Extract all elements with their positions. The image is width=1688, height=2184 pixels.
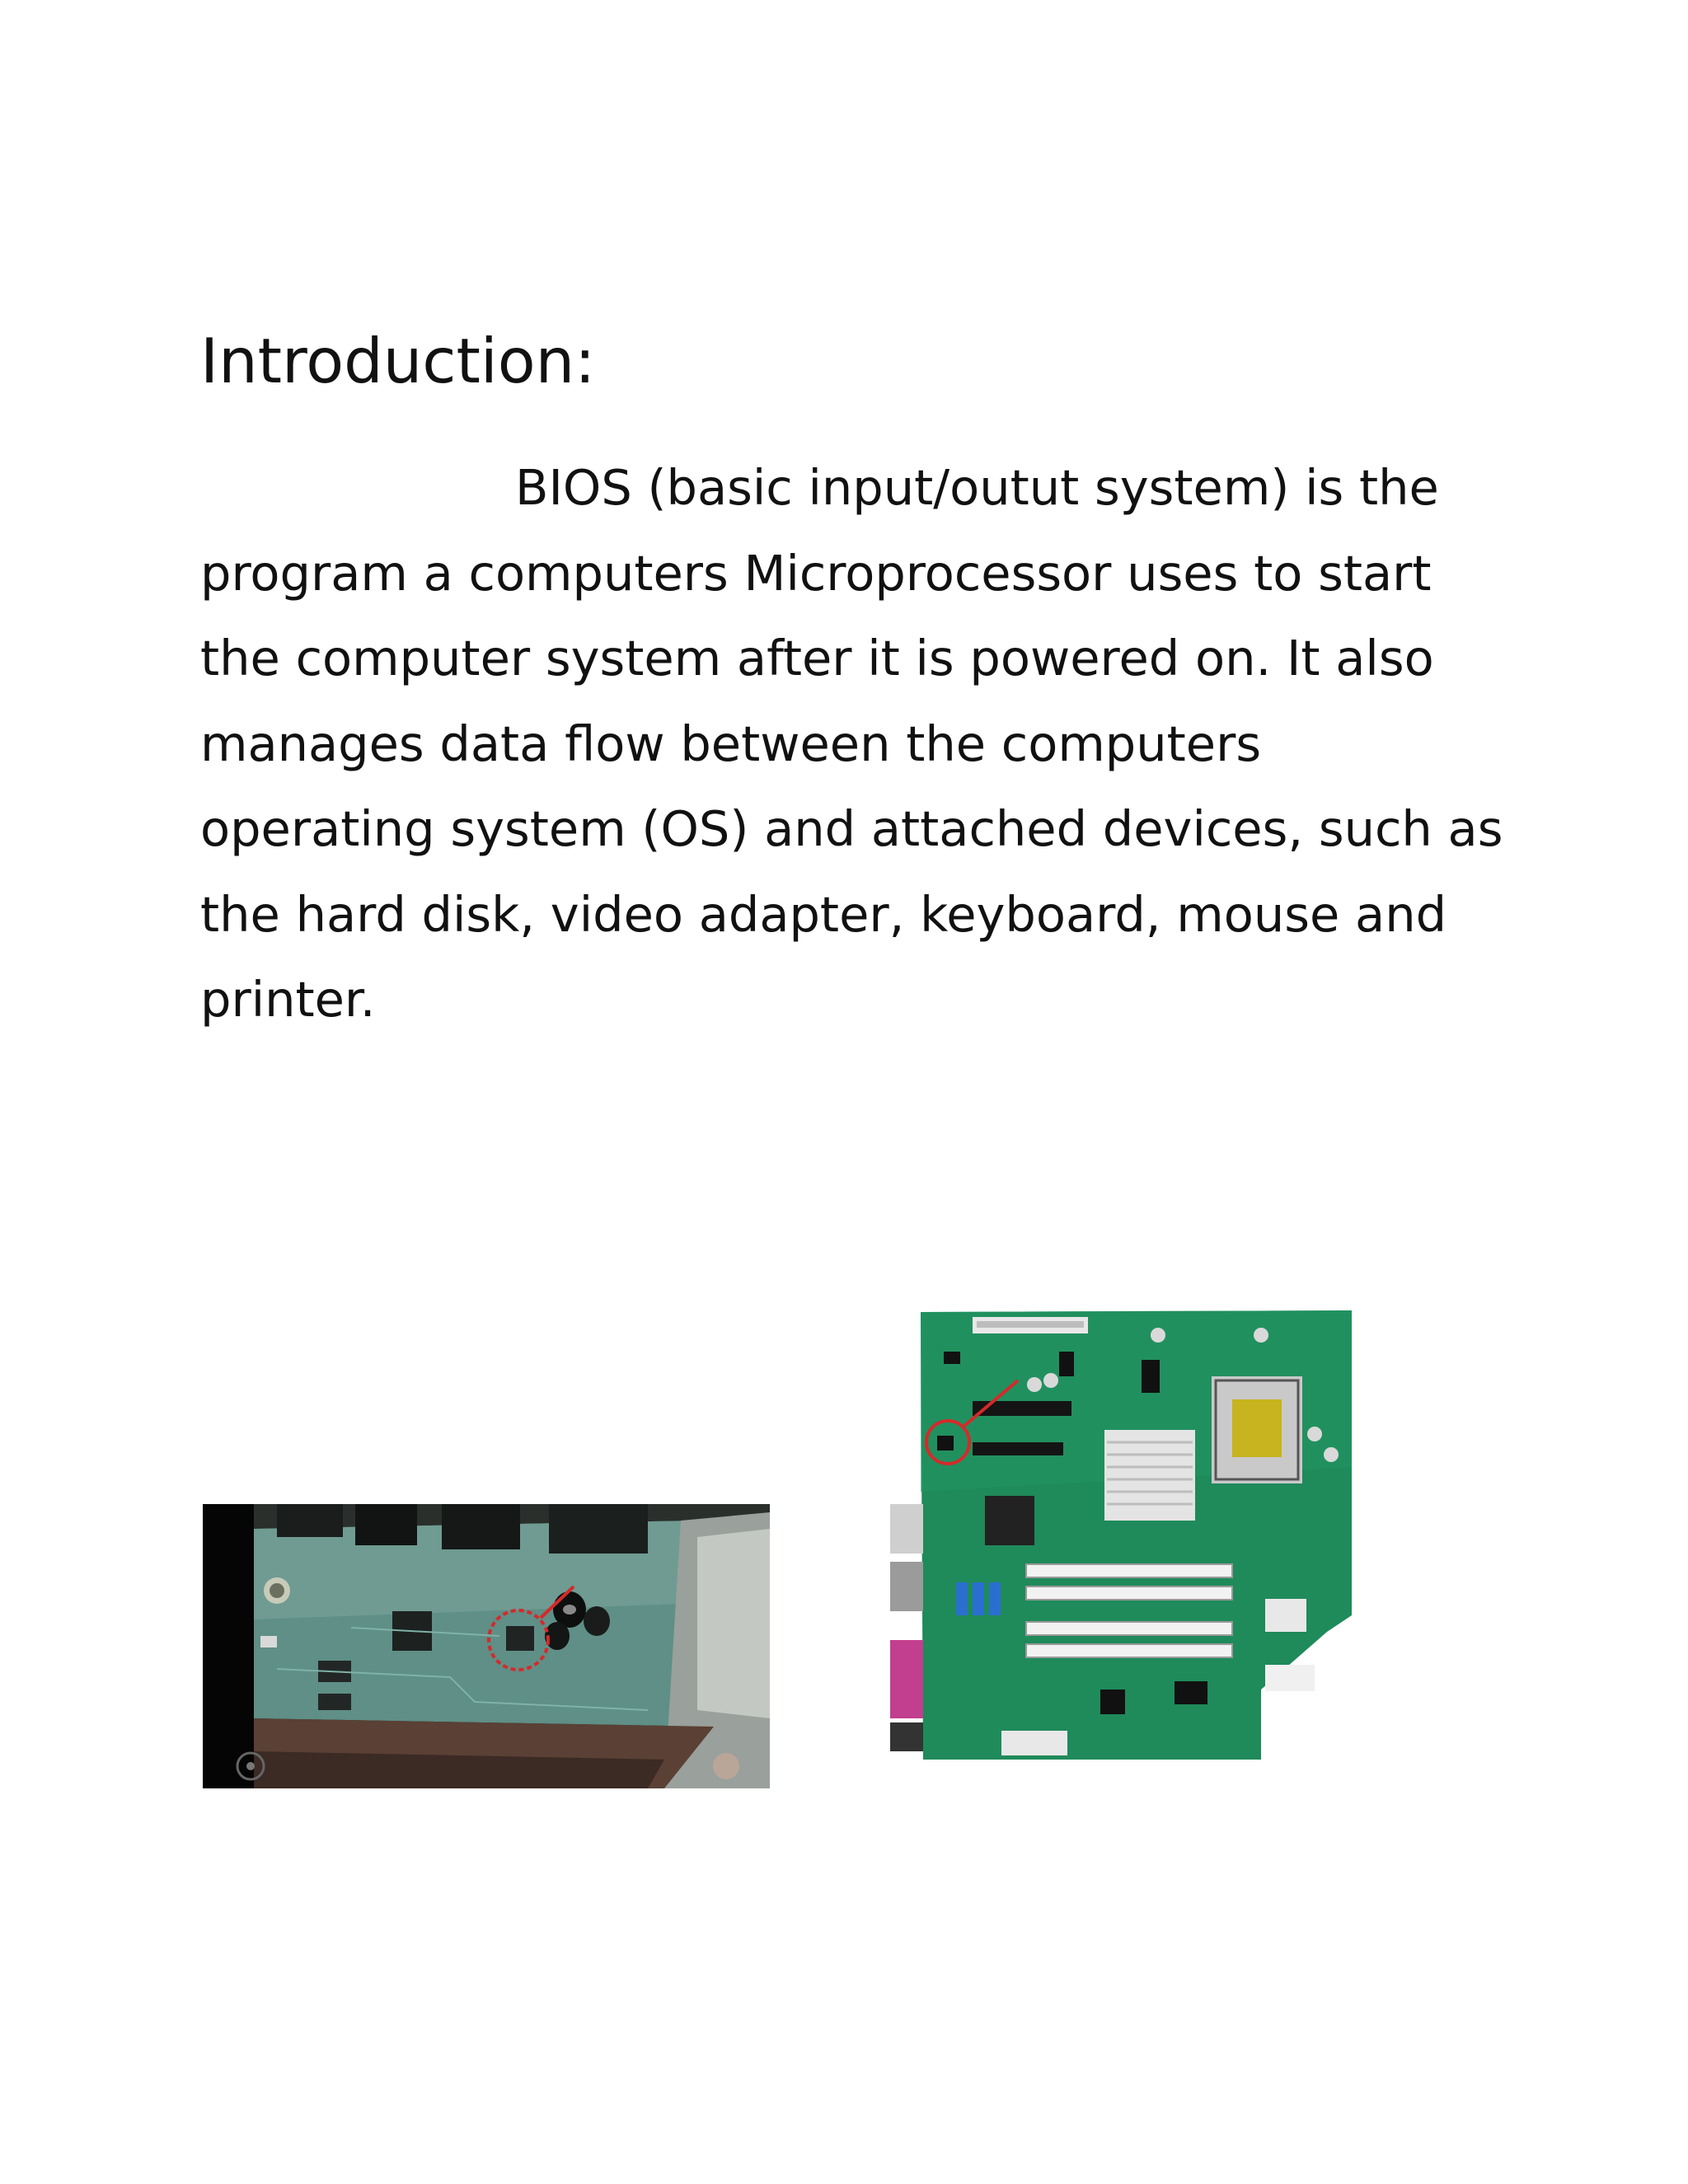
paragraph-line: printer. (200, 971, 376, 1028)
bios-chip-closeup-photo (203, 1504, 770, 1788)
paragraph-line: manages data flow between the computers (200, 715, 1262, 772)
paragraph-line: operating system (OS) and attached devices, such as (200, 800, 1503, 857)
intro-paragraph (200, 445, 1503, 1043)
page-title: Introduction: (200, 325, 596, 397)
paragraph-line: BIOS (basic input/outut system) is the (515, 459, 1439, 516)
motherboard-photo (886, 1302, 1364, 1768)
paragraph-line: the computer system after it is powered on. It also (200, 630, 1434, 687)
paragraph-line: program a computers Microprocessor uses to start (200, 544, 1432, 602)
paragraph-line: the hard disk, video adapter, keyboard, mouse and (200, 885, 1447, 943)
